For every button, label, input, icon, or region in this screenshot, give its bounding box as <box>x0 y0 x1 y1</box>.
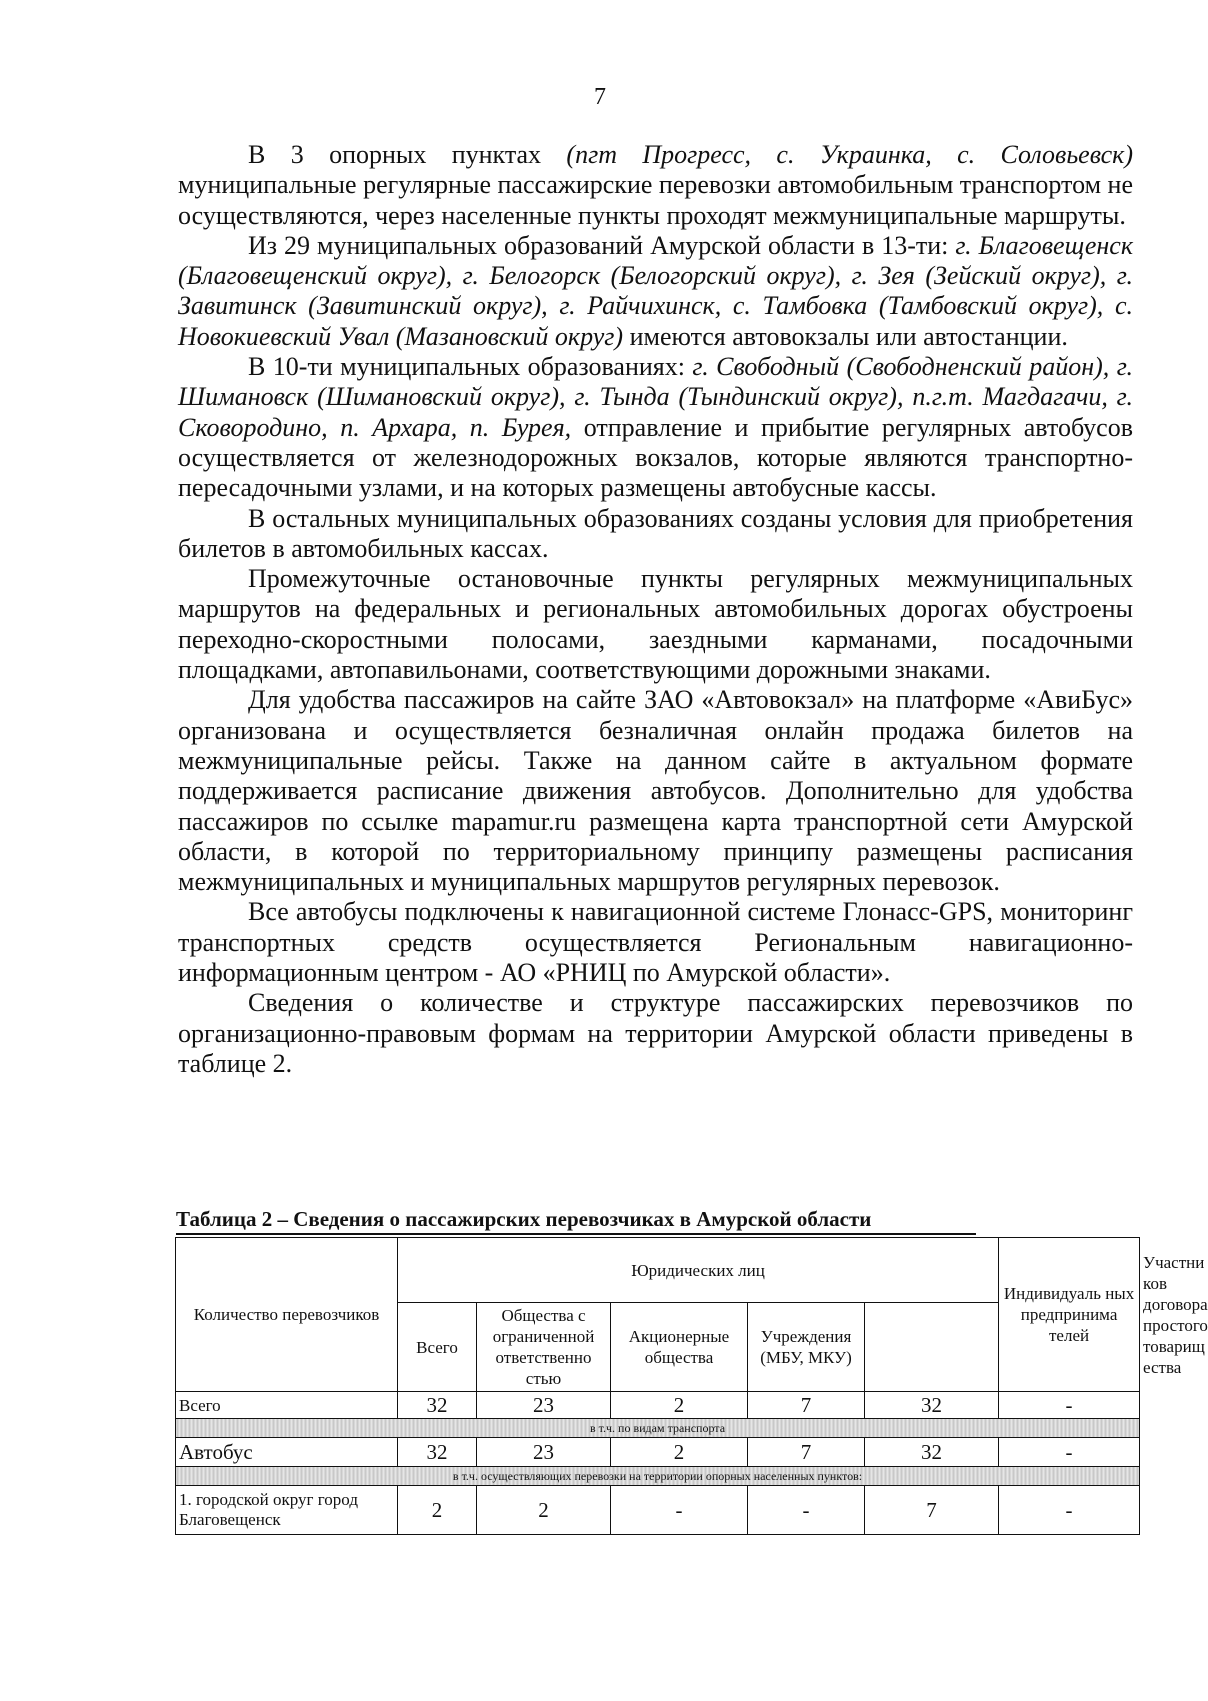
table-caption: Таблица 2 – Сведения о пассажирских перевозчиках в Амурской области <box>176 1207 976 1235</box>
section-label-transport: в т.ч. по видам транспорта <box>176 1419 1140 1438</box>
paragraph-3: В 10-ти муниципальных образованиях: г. Свободный (Свободненский район), г. Шимановск (Шимановский округ), г. Тында (Тындинский округ), п.г.т. Магдагачи, г. Сковородино, п. Архара, п. Бурея, отправление и прибытие регулярных автобусов осуществляется от железнодорожных вокзалов, которые являются транспортно-пересадочными узлами, и на которых размещены автобусные кассы. <box>178 352 1133 503</box>
header-total: Всего <box>398 1303 477 1392</box>
table-cell: 2 <box>477 1486 611 1535</box>
table-section-row <box>176 1419 1140 1438</box>
table-row-city <box>176 1486 1140 1535</box>
table-cell: 2 <box>611 1392 748 1419</box>
table-row-total <box>176 1392 1140 1419</box>
header-count: Количество перевозчиков <box>176 1238 398 1392</box>
paragraph-4: В остальных муниципальных образованиях созданы условия для приобретения билетов в автомобильных кассах. <box>178 503 1133 563</box>
paragraph-2: Из 29 муниципальных образований Амурской области в 13-ти: г. Благовещенск (Благовещенский округ), г. Белогорск (Белогорский округ), г. Зея (Зейский округ), г. Завитинск (Завитинский округ), г. Райчихинск, с. Тамбовка (Тамбовский округ), с. Новокиевский Увал (Мазановский округ) имеются автовокзалы или автостанции. <box>178 230 1133 351</box>
header-legal: Юридических лиц <box>398 1238 999 1303</box>
table-cell: Всего <box>176 1392 398 1419</box>
table-section-row <box>176 1467 1140 1486</box>
table-cell: - <box>999 1438 1140 1467</box>
table-cell: 1. городской округ город Благовещенск <box>176 1486 398 1535</box>
table-cell: 23 <box>477 1392 611 1419</box>
header-llc: Общества с ограниченной ответственно стью <box>477 1303 611 1392</box>
table-cell: 32 <box>865 1392 999 1419</box>
header-inst: Учреждения (МБУ, МКУ) <box>748 1303 865 1392</box>
table-cell: 7 <box>748 1438 865 1467</box>
table-row-bus <box>176 1438 1140 1467</box>
header-jsc: Акционерные общества <box>611 1303 748 1392</box>
table-cell: 23 <box>477 1438 611 1467</box>
table-cell: - <box>999 1392 1140 1419</box>
paragraph-1: В 3 опорных пунктах (пгт Прогресс, с. Украинка, с. Соловьевск) муниципальные регулярные пассажирские перевозки автомобильным транспортом не осуществляются, через населенные пункты проходят межмуниципальные маршруты. <box>178 140 1133 230</box>
table-cell: - <box>748 1486 865 1535</box>
page-number: 7 <box>594 84 606 110</box>
table-cell: - <box>999 1486 1140 1535</box>
section-label-base-points: в т.ч. осуществляющих перевозки на территории опорных населенных пунктов: <box>176 1467 1140 1486</box>
table-cell: 32 <box>398 1438 477 1467</box>
header-ip: Индивидуаль ных предпринима телей <box>999 1238 1140 1392</box>
table-cell: 7 <box>865 1486 999 1535</box>
table-cell: 7 <box>748 1392 865 1419</box>
carriers-table: Количество перевозчиков Юридических лиц Индивидуаль ных предпринима телей Участни ков договора простого товарищ ества Всего Общества с ограниченной ответственно стью Акционерные общества Учреждения (МБУ, МКУ) Всего 32 23 2 7 32 - в т.ч. по видам транспорта Автобус 32 23 2 7 32 - в т.ч. осуществляющих перевозки на территории опорных населенных пунктов: 1. городской округ город Благовещенск 2 2 - - 7 - <box>175 1237 1140 1535</box>
table-cell: 32 <box>398 1392 477 1419</box>
paragraph-6: Для удобства пассажиров на сайте ЗАО «Автовокзал» на платформе «АвиБус» организована и осуществляется безналичная онлайн продажа билетов на межмуниципальные рейсы. Также на данном сайте в актуальном формате поддерживается расписание движения автобусов. Дополнительно для удобства пассажиров по ссылке mapamur.ru размещена карта транспортной сети Амурской области, в которой по территориальному принципу размещены расписания межмуниципальных и муниципальных маршрутов регулярных перевозок. <box>178 685 1133 897</box>
body-text <box>178 140 1133 1079</box>
paragraph-5: Промежуточные остановочные пункты регулярных межмуниципальных маршрутов на федеральных и региональных автомобильных дорогах обустроены переходно-скоростными полосами, заездными карманами, посадочными площадками, автопавильонами, соответствующими дорожными знаками. <box>178 564 1133 685</box>
paragraph-8: Сведения о количестве и структуре пассажирских перевозчиков по организационно-правовым формам на территории Амурской области приведены в таблице 2. <box>178 988 1133 1078</box>
table-cell: - <box>611 1486 748 1535</box>
table-cell: 2 <box>398 1486 477 1535</box>
table-cell: 32 <box>865 1438 999 1467</box>
paragraph-7: Все автобусы подключены к навигационной системе Глонасс-GPS, мониторинг транспортных средств осуществляется Региональным навигационно-информационным центром - АО «РНИЦ по Амурской области». <box>178 897 1133 988</box>
table-cell: 2 <box>611 1438 748 1467</box>
table-cell: Автобус <box>176 1438 398 1467</box>
